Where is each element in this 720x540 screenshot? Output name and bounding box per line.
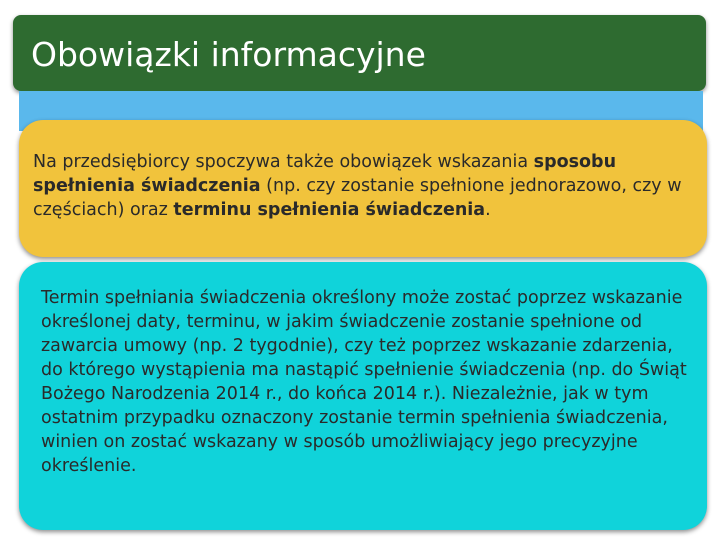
obligation-text-part-3: . [485, 200, 491, 220]
obligation-bold-method: sposobu spełnienia świadczenia [33, 152, 617, 196]
slide-title-bar [13, 15, 706, 91]
obligation-text-part-2: (np. czy zostanie spełnione jednorazowo, czy w częściach) oraz [33, 176, 682, 220]
term-details-text: Termin spełniania świadczenia określony może zostać poprzez wskazanie określonej daty, terminu, w jakim świadczenie zostanie spełnione od zawarcia umowy (np. 2 tygodnie), czy też poprzez wskazanie zdarzenia, do którego wystąpienia ma nastąpić spełnienie świadczenia (np. do Świąt Bożego Narodzenia 2014 r., do końca 2014 r.). Niezależnie, jak w tym ostatnim przypadku oznaczony zostanie termin spełnienia świadczenia, winien on zostać wskazany w sposób umożliwiający jego precyzyjne określenie. [41, 288, 687, 476]
slide-title: Obowiązki informacyjne [31, 35, 426, 74]
obligation-text-part-1: Na przedsiębiorcy spoczywa także obowiązek wskazania [33, 152, 534, 172]
info-box-obligation [19, 120, 707, 257]
info-box-term-details [19, 262, 707, 530]
obligation-text [33, 150, 693, 222]
obligation-bold-term: terminu spełnienia świadczenia [173, 200, 486, 220]
